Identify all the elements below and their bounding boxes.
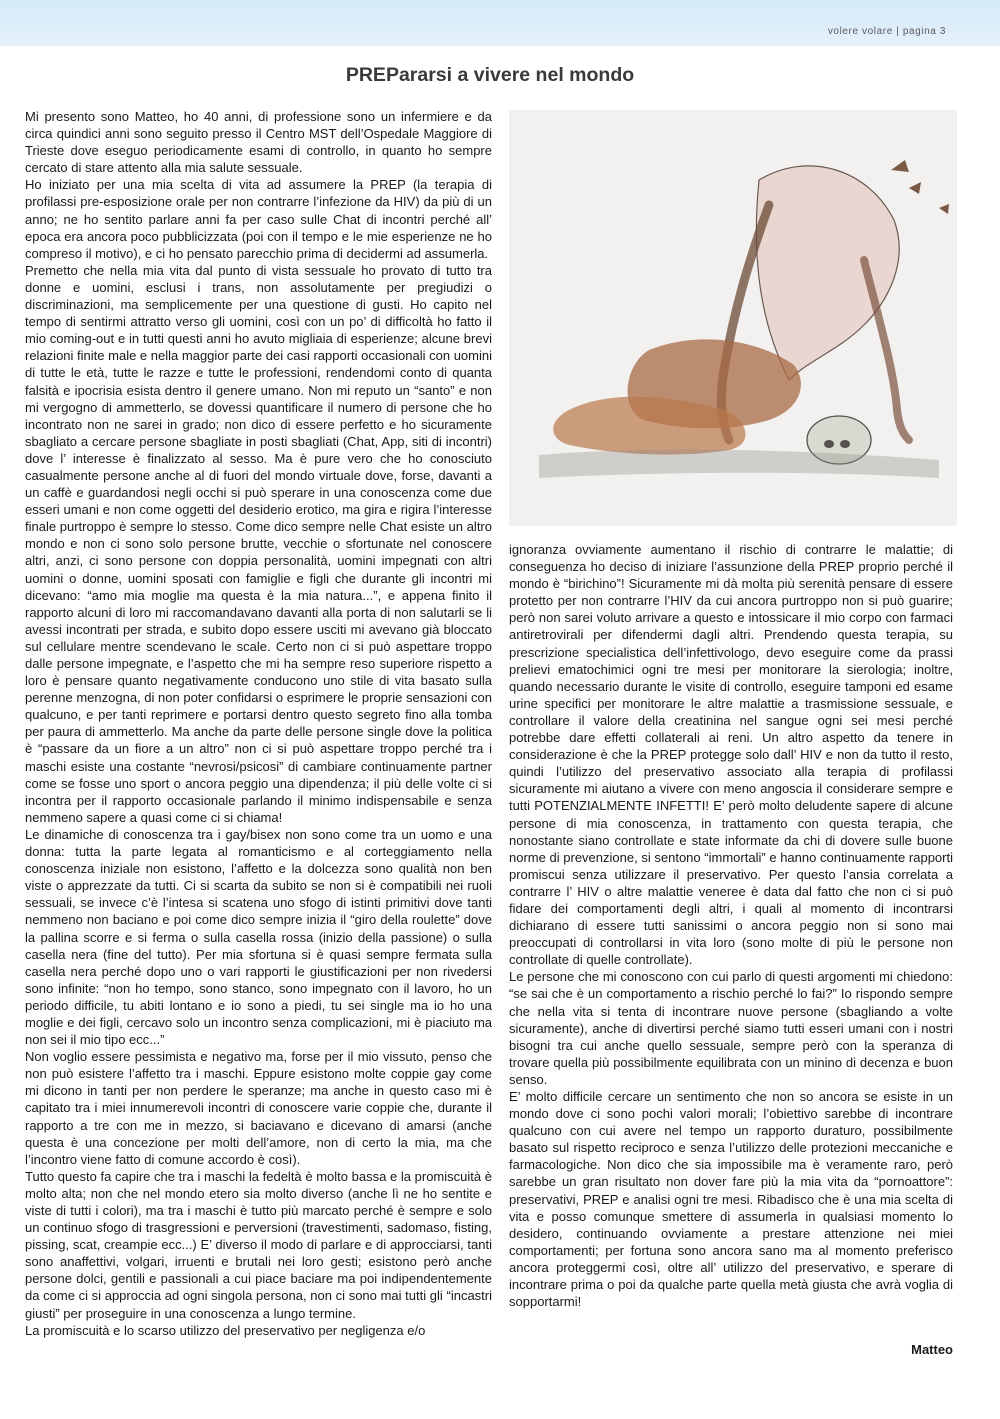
- paragraph: Tutto questo fa capire che tra i maschi la fedeltà è molto bassa e la promiscuità è molto alta; non che nel mondo etero sia molto diverso (anche lì ne ho sentite e viste di tutti i colori), ma tra i maschi è tutto più marcato perché è sempre e solo un continuo sfogo di trasgressioni e perversioni (travestimenti, sadomaso, fisting, pissing, scat, creampie ecc...) E’ diverso il modo di parlare e di approcciarsi, tanti sono anaffettivi, volgari, irruenti e brutali nei loro gesti; esistono però anche persone dolci, gentili e passionali a cui piace baciare ma poi indipendentemente da come ci si approccia ad ogni singola persona, non ci sono mai tutti gli “incastri giusti” per proseguire in una conoscenza a lungo termine.: [25, 1168, 492, 1321]
- running-head: volere volare | pagina 3: [827, 26, 946, 37]
- paragraph: ignoranza ovviamente aumentano il rischio di contrarre le malattie; di conseguenza ho deciso di iniziare l’assunzione della PREP proprio perché il mondo è “birichino”! Sicuramente mi dà molta più serenità pensare di essere protetto per non contrarre l’HIV da cui ancora purtroppo non si può guarire; però non sarei voluto arrivare a questo e intossicare il mio corpo con farmaci antiretrovirali per difendermi dagli altri. Prendendo questa terapia, su prescrizione specialistica dell’infettivologo, devo eseguire come da prassi prelievi ematochimici ogni tre mesi per monitorare la sierologia; inoltre, quando necessario durante le visite di controllo, eseguire tamponi ed esame urine specifici per monitorare le altre malattie a trasmissione sessuale, e controllare il valore della creatinina nel sangue ogni sei mesi perché potrebbe dare effetti collaterali ai reni. Un altro aspetto da tenere in considerazione è che la PREP protegge solo dall’ HIV e non da tutto il resto, quindi l’utilizzo del preservativo associato alla terapia di profilassi sicuramente mi aiutano a vivere con meno angoscia il considerare sempre e tutti POTENZIALMENTE INFETTI! E’ però molto deludente sapere di alcune persone di mia conoscenza, in trattamento con questa terapia, che nonostante siano controllate e state informate da chi di dovere sulle buone norme di prevenzione, si sentono “immortali” e hanno continuamente rapporti promiscui senza utilizzare il preservativo. Per questo l’ansia correlata a contrarre l’ HIV o altre malattie veneree è data dal fatto che non ci si può fidare dei comportamenti degli altri, i quali al momento di incontrarsi dichiarano di essere tutti sanissimi o ancora peggio non si sono mai preoccupati di controllarsi in vita loro (sono molte di più le persone non controllate di quelle controllate).: [509, 542, 953, 968]
- paragraph: La promiscuità e lo scarso utilizzo del preservativo per negligenza e/o: [25, 1322, 426, 1338]
- watercolor-illustration: [509, 110, 957, 526]
- right-column: [509, 541, 953, 1325]
- article-title: PREPararsi a vivere nel mondo: [345, 64, 635, 86]
- paragraph: Premetto che nella mia vita dal punto di vista sessuale ho provato di tutto tra donne e uomini, esclusi i trans, non assolutamente per pregiudizi o discriminazioni, ma semplicemente per una questione di gusti. Ho capito nel tempo di sentirmi attratto verso gli uomini, così con un po’ di difficoltà ho fatto il mio coming-out e in tutti questi anni ho avuto migliaia di esperienze; alcune brevi relazioni finite male e nella maggior parte dei casi rapporti occasionali con uomini di tutte le età, tutte le razze e tutte le professioni, rendendomi conto di quanta falsità e ipocrisia esista dentro il genere umano. Non mi reputo un “santo” e non mi vergogno di ammetterlo, se dovessi quantificare il numero di persone che ho incontrato non ne sarei in grado; non dico di essere perfetto e ho sicuramente sbagliato a cercare persone sbagliate in posti sbagliati (Chat, App, siti di incontri) dove l’ interesse è finalizzato al sesso. Ma è pure vero che ho conosciuto casualmente persone anche al di fuori del mondo virtuale dove, forse, davanti a un caffè e guardandosi negli occhi si può sperare in una conoscenza come due esseri umani e non come oggetti del desiderio erotico, ma gira e rigira l’interesse finale purtroppo è sempre lo stesso. Come dico sempre nelle Chat esiste un altro mondo e non ci sono solo persone brutte, vecchie o sfortunate nel conoscere altri, anzi, ci sono persone con doppia personalità, uomini impegnati con altri uomini o donne, uomini sposati con famiglie e figli che durante gli incontri mi dicevano: “amo mia moglie ma questa è la mia natura...”, e appena finito il rapporto alcuni di loro mi raccomandavano davanti alla porta di non salutarli se li avessi incontrati per strada, e subito dopo essere usciti mi avevano già bloccato sul cellulare mentre scendevano le scale. Certo non ci si può aspettare troppo dalle persone impegnate, e l’aspetto che mi ha sempre reso superiore rispetto a loro è pensare quanto negativamente conducono uno stile di vita basato sulla perenne menzogna, di non poter confidarsi o esprimere le proprie sensazioni con qualcuno, e per tanti reprimere e portarsi dentro questo segreto fino alla tomba per paura di ammetterlo. Ma anche da parte delle persone single dove la politica è “passare da un fiore a un altro” non ci si può aspettare troppo perché tra i maschi esiste una costante “nevrosi/psicosi” di cambiare continuamente partner come se fosse uno sport o ancora peggio una dipendenza; il più delle volte ci si incontra per il rapporto occasionale parlando il minimo indispensabile e senza nemmeno sapere a quasi come ci si chiama!: [25, 262, 492, 825]
- paragraph: Le dinamiche di conoscenza tra i gay/bisex non sono come tra un uomo e una donna: tutta la parte legata al romanticismo e al corteggiamento nella conoscenza iniziale non esistono, l’affetto e la dolcezza sono qualità non ben viste o apprezzate da tutti. Ci si scarta da subito se non si è compatibili nei ruoli sessuali, se invece c’è l’intesa si scatena uno sfogo di istinti primitivi dove tanti nemmeno non baciano e poi come dico sempre inizia il “giro della roulette” dove la pallina scorre e si ferma o sulla casella rossa (inizio della passione) o sulla casella nera (fine del tutto). Per mia sfortuna si è quasi sempre fermata sulla casella nera perché dopo uno o vari rapporti le giustificazioni per non rivedersi sono infinite: “non ho tempo, sono stanco, sono impegnato con il lavoro, ho un periodo difficile, tu abiti lontano e io sono a piedi, tu sei single ma io ho una moglie e dei figli, cercavo solo un incontro senza complicazioni, mi è piaciuto ma non sei il mio tipo ecc...”: [25, 826, 492, 1048]
- paragraph: Le persone che mi conoscono con cui parlo di questi argomenti mi chiedono: “se sai che è un comportamento a rischio perché lo fai?” Io rispondo sempre che nella vita si tenta di incontrare nuove persone (sbagliando a volte sicuramente), anche di divertirsi perché siamo tutti esseri umani con i nostri bisogni tra cui anche quello sessuale, sempre però con la speranza di trovare quella più possibilmente equilibrata con un minino di decenza e buon senso.: [509, 969, 953, 1087]
- paragraph: Non voglio essere pessimista e negativo ma, forse per il mio vissuto, penso che non può esistere l’affetto tra i maschi. Eppure esistono molte coppie gay come mi dicono in tanti per non perdere le speranze; ma anche in questo caso mi è capitato tra i miei innumerevoli incontri di conoscere varie coppie che, durante il rapporto a tre con me in mezzo, si baciavano e dicevano di amarsi (anche questa è una concezione per molti dell’amore, non di certo la mia, ma che l’incontro viene fatto di comune accordo è così).: [25, 1049, 492, 1167]
- left-column: [25, 108, 492, 1408]
- header-band: [0, 0, 1000, 46]
- paragraph: E’ molto difficile cercare un sentimento che non so ancora se esiste in un mondo dove ci sono pochi valori morali; l’obiettivo sarebbe di incontrare qualcuno con cui avere nel tempo un rapporto duraturo, possibilmente basato sul rispetto reciproco e senza l’utilizzo delle protezioni meccaniche e farmacologiche. Non dico che sia impossibile ma è veramente raro, però sarebbe un gran risultato non dover fare più la mia vita da “pornoattore”: preservativi, PREP e analisi ogni tre mesi. Ribadisco che è una mia scelta di vita e posso comunque smettere di assumerla in qualsiasi momento lo desidero, continuando ovviamente a prestare attenzione nei miei comportamenti; per fortuna sono ancora sano ma al momento preferisco ancora proteggermi così, oltre all’ utilizzo del preservativo, e sperare di incontrare prima o poi da qualche parte quella metà giusta che avrà voglia di sopportarmi!: [509, 1089, 953, 1310]
- paragraph: Ho iniziato per una mia scelta di vita ad assumere la PREP (la terapia di profilassi pre-esposizione orale per non contrarre l’infezione da HIV) da più di un anno; ne ho sentito parlare anni fa per caso sulle Chat di incontri perché all’ epoca era ancora poco pubblicizzata (poi con il tempo e le mie esperienze ne ho compreso il motivo), e ci ho pensato parecchio prima di decidermi ad assumerla.: [25, 177, 492, 261]
- paragraph: Mi presento sono Matteo, ho 40 anni, di professione sono un infermiere e da circa quindici anni sono seguito presso il Centro MST dell’Ospedale Maggiore di Trieste dove eseguo periodicamente esami di controllo, in quanto ho sempre cercato di stare attento alla mia salute sessuale.: [25, 109, 492, 176]
- author-signature: Matteo: [911, 1342, 953, 1357]
